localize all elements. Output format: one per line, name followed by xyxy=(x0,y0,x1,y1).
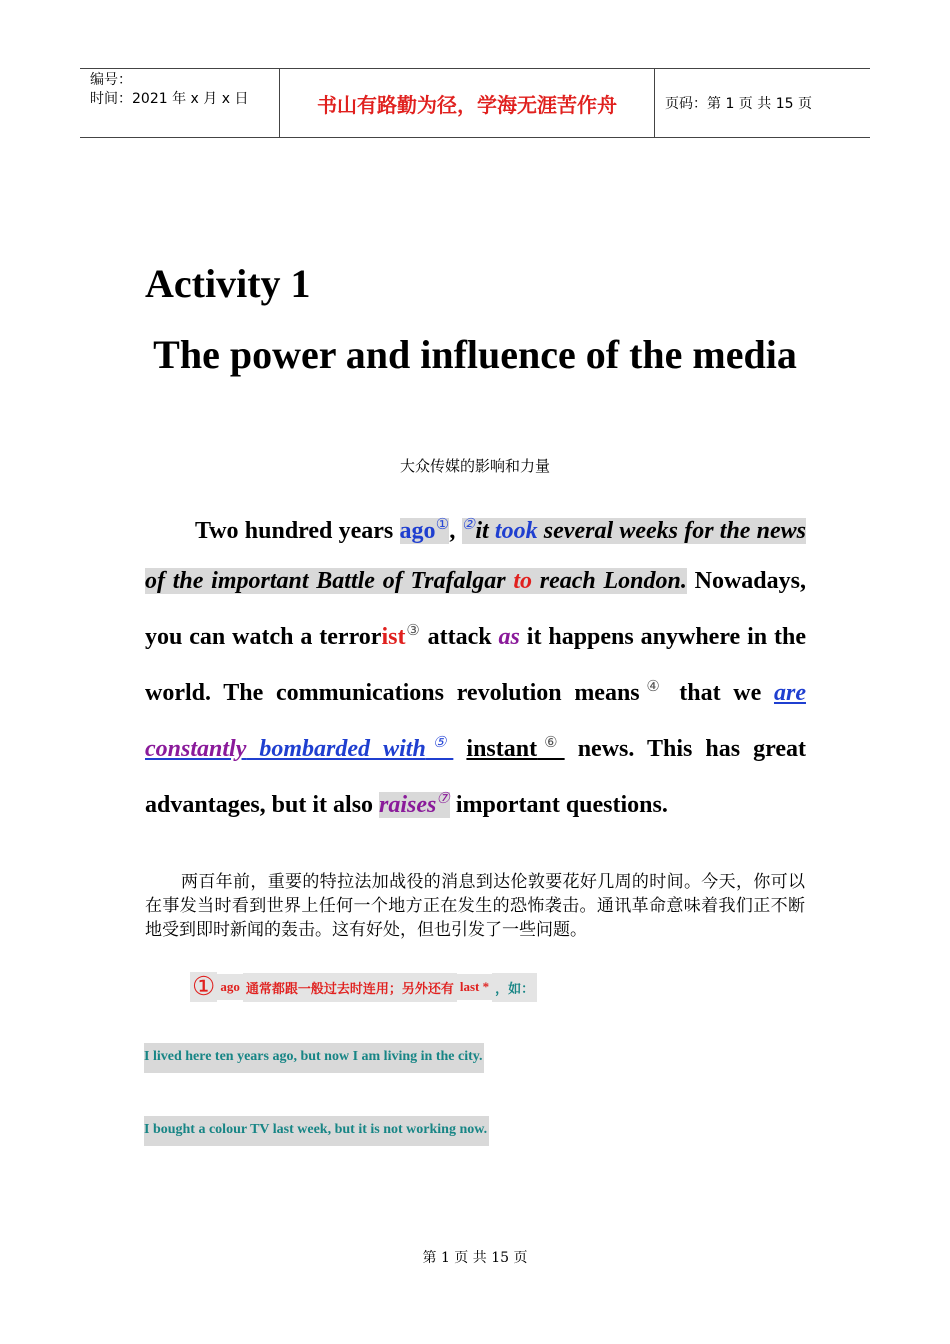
passage-text: , xyxy=(449,518,462,544)
passage-text: it xyxy=(475,518,495,544)
example-sentence-1: I lived here ten years ago, but now I am living in the city. xyxy=(144,1043,484,1073)
note-suffix: ，如： xyxy=(492,973,537,1002)
annotation-number-5: ⑤ xyxy=(425,735,454,751)
page-footer: 第 1 页 共 15 页 xyxy=(422,1250,528,1266)
english-passage xyxy=(145,500,806,830)
annotation-number-1: ① xyxy=(435,517,450,533)
passage-text: that we xyxy=(666,680,774,706)
code-label: 编号： xyxy=(90,72,132,88)
date-label: 时间：2021 年 x 月 x 日 xyxy=(90,91,249,107)
passage-text: it happens anywhere in the world. The communications revolution means xyxy=(145,624,807,706)
note-marker: ① xyxy=(192,972,216,1001)
passage-text: news. This has great advantages, but it also xyxy=(145,736,806,818)
note-word-ago: ago xyxy=(217,974,243,1000)
passage-text: attack xyxy=(420,624,499,650)
annotated-word-instant xyxy=(466,736,564,762)
annotation-number-7: ⑦ xyxy=(436,791,450,807)
page-header xyxy=(80,68,870,138)
passage-text: several weeks for the news of the important Battle of Trafalgar xyxy=(145,518,807,594)
note-word-last: last * xyxy=(457,974,492,1000)
header-page-info: 页码：第 1 页 共 15 页 xyxy=(665,96,812,112)
suffix-ist: ist xyxy=(381,624,406,650)
annotated-word-raises xyxy=(379,792,450,818)
word-are: are xyxy=(773,680,806,706)
passage-text: reach London. xyxy=(532,568,687,594)
annotation-number-3: ③ xyxy=(405,623,421,639)
word-to: to xyxy=(513,568,532,594)
page-title: The power and influence of the media xyxy=(153,332,797,377)
activity-heading: Activity 1 xyxy=(145,261,311,306)
annotated-word-ago xyxy=(400,518,450,544)
grammar-note xyxy=(190,972,537,1002)
word-as: as xyxy=(498,624,520,650)
example-sentence-2: I bought a colour TV last week, but it is not working now. xyxy=(144,1116,489,1146)
passage-text xyxy=(453,736,466,762)
header-info-cell xyxy=(80,69,280,137)
header-motto: 书山有路勤为径，学海无涯苦作舟 xyxy=(280,69,655,137)
word-bombarded-with: bombarded with xyxy=(246,736,426,762)
word-instant: instant xyxy=(466,736,538,762)
word-ago: ago xyxy=(399,518,436,544)
annotation-number-2: ② xyxy=(461,517,476,533)
annotation-number-4: ④ xyxy=(639,679,667,695)
passage-text: Two hundred years xyxy=(195,518,400,544)
page-subtitle: 大众传媒的影响和力量 xyxy=(399,457,550,475)
chinese-translation: 两百年前，重要的特拉法加战役的消息到达伦敦要花好几周的时间。今天，你可以在事发当时看到世界上任何一个地方正在发生的恐怖袭击。通讯革命意味着我们正不断地受到即时新闻的轰击。这有好处，但也引发了一些问题。 xyxy=(145,872,805,940)
word-raises: raises xyxy=(379,792,437,818)
annotation-number-6: ⑥ xyxy=(537,735,565,751)
note-text: 通常都跟一般过去时连用；另外还有 xyxy=(243,973,457,1002)
passage-text: important questions. xyxy=(449,792,668,818)
passage-text: Nowadays, you can watch a terror xyxy=(145,568,806,650)
word-took: took xyxy=(494,518,538,544)
word-constantly: constantly xyxy=(145,736,247,762)
